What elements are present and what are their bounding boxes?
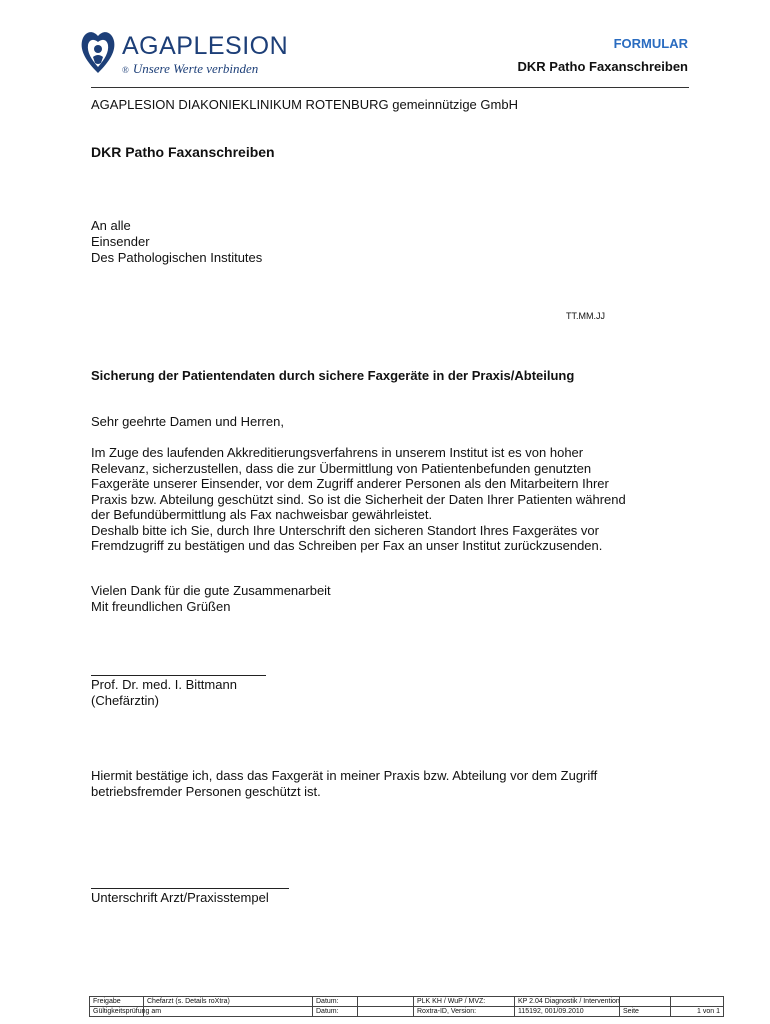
footer-row xyxy=(90,997,724,1007)
document-title: DKR Patho Faxanschreiben xyxy=(91,144,275,160)
footer-cell: 1 von 1 xyxy=(671,1007,724,1017)
body-line: Fremdzugriff zu bestätigen und das Schreiben per Fax an unser Institut zurückzusenden. xyxy=(91,538,603,553)
header-divider xyxy=(91,87,689,88)
closing-line: Vielen Dank für die gute Zusammenarbeit xyxy=(91,583,331,598)
confirmation-line: Hiermit bestätige ich, dass das Faxgerät in meiner Praxis bzw. Abteilung vor dem Zugriff xyxy=(91,768,598,783)
salutation: Sehr geehrte Damen und Herren, xyxy=(91,414,284,429)
confirmation-block xyxy=(91,768,597,800)
agaplesion-logo-icon xyxy=(80,27,116,75)
addressee-line: Des Pathologischen Institutes xyxy=(91,250,263,265)
form-name-label: DKR Patho Faxanschreiben xyxy=(517,59,688,74)
body-line: der Befundübermittlung als Fax nachweisbar gewährleistet. xyxy=(91,507,433,522)
footer-cell: KP 2.04 Diagnostik / Intervention xyxy=(515,997,620,1007)
body-line: Deshalb bitte ich Sie, durch Ihre Unterschrift den sicheren Standort Ihres Faxgerätes vor xyxy=(91,522,599,538)
letter-subject: Sicherung der Patientendaten durch sichere Faxgeräte in der Praxis/Abteilung xyxy=(91,368,575,383)
institution-name: AGAPLESION DIAKONIEKLINIKUM ROTENBURG gemeinnützige GmbH xyxy=(91,97,518,112)
document-footer-table xyxy=(89,996,724,1017)
signatory-role: (Chefärztin) xyxy=(91,693,159,708)
footer-cell: Gültigkeitsprüfung am xyxy=(90,1007,144,1017)
footer-cell xyxy=(358,1007,414,1017)
brand-name: AGAPLESION xyxy=(122,32,289,60)
footer-cell xyxy=(358,997,414,1007)
footer-cell: Datum: xyxy=(313,997,358,1007)
addressee-block xyxy=(91,218,262,266)
footer-cell: Datum: xyxy=(313,1007,358,1017)
signatory-block xyxy=(91,677,237,709)
registered-icon: ® xyxy=(122,65,129,75)
footer-cell: Freigabe xyxy=(90,997,144,1007)
brand-tagline-text: Unsere Werte verbinden xyxy=(132,61,259,76)
footer-cell: Seite xyxy=(620,1007,671,1017)
body-line: Faxgeräte unserer Einsender, vor dem Zugriff anderer Personen als den Mitarbeitern Ihrer xyxy=(91,476,609,491)
body-line: Relevanz, sicherzustellen, dass die zur Übermittlung von Patientenbefunden genutzten xyxy=(91,460,592,476)
footer-cell: PLK KH / WuP / MVZ: xyxy=(414,997,515,1007)
footer-cell xyxy=(620,997,671,1007)
stamp-signature-line xyxy=(91,888,289,889)
footer-cell xyxy=(671,997,724,1007)
footer-cell: Chefarzt (s. Details roXtra) xyxy=(144,997,313,1007)
body-line: Praxis bzw. Abteilung geschützt sind. So ist die Sicherheit der Daten Ihrer Patienten während xyxy=(91,491,626,507)
addressee-line: An alle xyxy=(91,218,131,233)
signature-line xyxy=(91,675,266,676)
footer-cell: 115192, 001/09.2010 xyxy=(515,1007,620,1017)
form-type-label: FORMULAR xyxy=(613,36,688,51)
signature-caption: Unterschrift Arzt/Praxisstempel xyxy=(91,890,269,905)
signatory-name: Prof. Dr. med. I. Bittmann xyxy=(91,677,237,692)
confirmation-line: betriebsfremder Personen geschützt ist. xyxy=(91,784,321,799)
footer-cell xyxy=(144,1007,313,1017)
footer-cell: Roxtra-ID, Version: xyxy=(414,1007,515,1017)
body-line: Im Zuge des laufenden Akkreditierungsverfahrens in unserem Institut ist es von hoher xyxy=(91,445,584,460)
addressee-line: Einsender xyxy=(91,234,150,249)
footer-row xyxy=(90,1007,724,1017)
date-placeholder: TT.MM.JJ xyxy=(566,311,605,321)
closing-line: Mit freundlichen Grüßen xyxy=(91,599,231,614)
brand-tagline xyxy=(122,61,258,77)
letter-body xyxy=(91,445,691,554)
closing-block xyxy=(91,583,331,615)
